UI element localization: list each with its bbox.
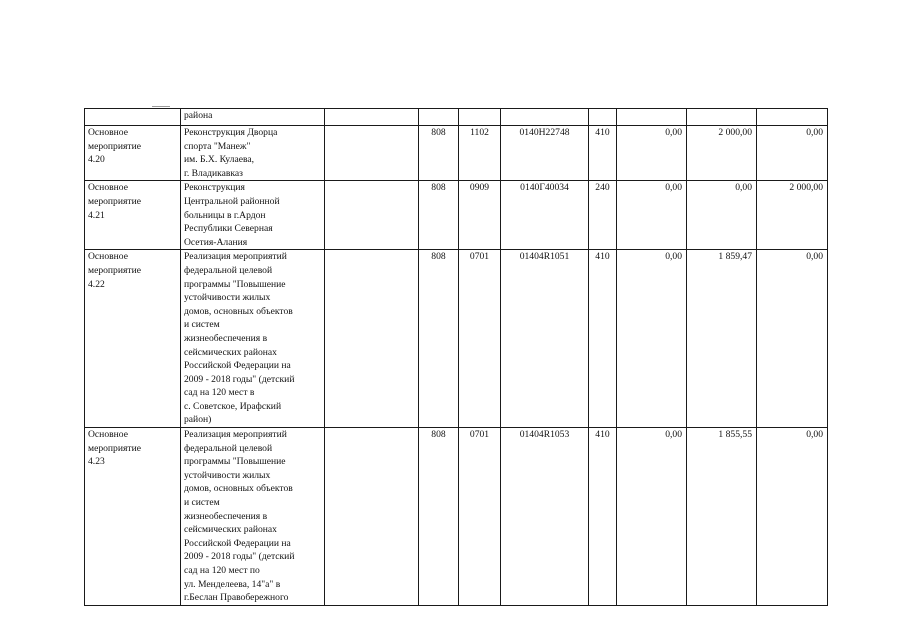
expense-code-cell: 410 [589,250,617,428]
section-code-cell: 0909 [459,181,501,250]
year2-amount-cell: 0,00 [687,181,757,250]
grbs-code-cell [419,109,459,126]
scan-artifact [152,106,170,107]
target-code-cell: 0140Г40034 [501,181,589,250]
expense-code-cell: 410 [589,428,617,606]
table-row [85,428,828,606]
year3-amount-cell: 2 000,00 [757,181,828,250]
target-code-cell: 01404R1053 [501,428,589,606]
event-label-cell: Основное мероприятие 4.23 [85,428,181,606]
section-code-cell [459,109,501,126]
event-description-cell: Реализация мероприятий федеральной целевой программы "Повышение устойчивости жилых домов, основных объектов и систем жизнеобеспечения в сейсмических районах Российской Федерации на 2009 - 2018 годы" (детский сад на 120 мест по ул. Менделеева, 14"а" в г.Беслан Правобережного [181,428,325,606]
table-row [85,181,828,250]
year3-amount-cell: 0,00 [757,428,828,606]
grbs-code-cell: 808 [419,250,459,428]
event-label-cell: Основное мероприятие 4.22 [85,250,181,428]
section-code-cell: 0701 [459,428,501,606]
event-label-cell: Основное мероприятие 4.21 [85,181,181,250]
grbs-code-cell: 808 [419,428,459,606]
table-row [85,250,828,428]
year1-amount-cell [617,109,687,126]
event-description-cell: района [181,109,325,126]
year2-amount-cell: 1 859,47 [687,250,757,428]
year1-amount-cell: 0,00 [617,181,687,250]
event-description-cell: Реконструкция Центральной районной больницы в г.Ардон Республики Северная Осетия-Алания [181,181,325,250]
event-label-cell [85,109,181,126]
event-description-cell: Реконструкция Дворца спорта "Манеж" им. Б.Х. Кулаева, г. Владикавказ [181,126,325,181]
year3-amount-cell [757,109,828,126]
extra-cell [325,109,419,126]
event-description-cell: Реализация мероприятий федеральной целевой программы "Повышение устойчивости жилых домов, основных объектов и систем жизнеобеспечения в сейсмических районах Российской Федерации на 2009 - 2018 годы" (детский сад на 120 мест в с. Советское, Ирафский район) [181,250,325,428]
target-code-cell: 01404R1051 [501,250,589,428]
grbs-code-cell: 808 [419,126,459,181]
expense-code-cell: 240 [589,181,617,250]
budget-table [84,108,828,606]
grbs-code-cell: 808 [419,181,459,250]
table-row [85,126,828,181]
year1-amount-cell: 0,00 [617,126,687,181]
target-code-cell: 0140Н22748 [501,126,589,181]
extra-cell [325,250,419,428]
section-code-cell: 1102 [459,126,501,181]
expense-code-cell [589,109,617,126]
year3-amount-cell: 0,00 [757,250,828,428]
section-code-cell: 0701 [459,250,501,428]
year1-amount-cell: 0,00 [617,250,687,428]
year1-amount-cell: 0,00 [617,428,687,606]
extra-cell [325,126,419,181]
expense-code-cell: 410 [589,126,617,181]
year2-amount-cell: 1 855,55 [687,428,757,606]
target-code-cell [501,109,589,126]
event-label-cell: Основное мероприятие 4.20 [85,126,181,181]
year3-amount-cell: 0,00 [757,126,828,181]
table-row [85,109,828,126]
extra-cell [325,428,419,606]
year2-amount-cell: 2 000,00 [687,126,757,181]
extra-cell [325,181,419,250]
year2-amount-cell [687,109,757,126]
